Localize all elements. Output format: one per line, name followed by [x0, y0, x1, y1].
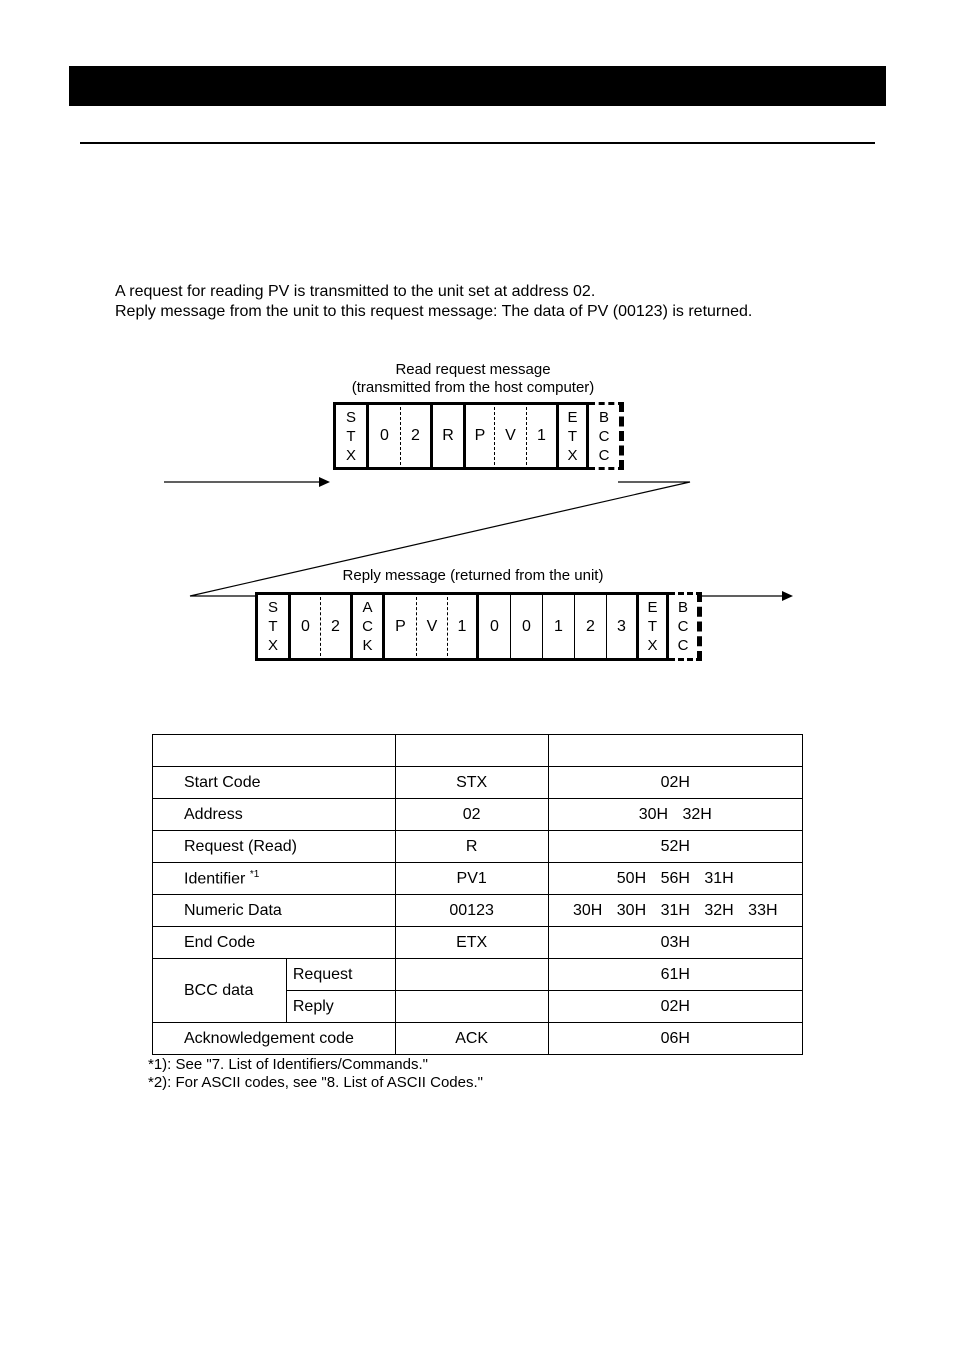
request-address-digit-2: 2 — [411, 427, 420, 444]
reply-address-digit-1: 0 — [301, 617, 310, 635]
table-row: Address 02 30H 32H — [153, 799, 803, 831]
reply-address-digit-2: 2 — [331, 617, 340, 635]
request-identifier-char-1: P — [474, 427, 486, 444]
intro-line-1: A request for reading PV is transmitted to the unit set at address 02. — [115, 283, 596, 300]
intro-line-2: Reply message from the unit to this request message: The data of PV (00123) is returned. — [115, 303, 753, 320]
request-bcc: B C C — [598, 408, 610, 464]
reply-caption: Reply message (returned from the unit) — [342, 567, 604, 584]
reply-etx: E T X — [647, 599, 658, 654]
reply-identifier-char-1: P — [395, 617, 406, 635]
request-caption-2: (transmitted from the host computer) — [351, 379, 595, 396]
footnote-marker: *1 — [249, 868, 260, 880]
code-table — [152, 734, 803, 1055]
request-caption-1: Read request message — [395, 361, 551, 378]
reply-data-digit-1: 0 — [490, 617, 499, 635]
reply-data-digit-4: 2 — [586, 617, 595, 635]
reply-identifier-char-2: V — [426, 617, 438, 635]
request-address-digit-1: 0 — [380, 427, 389, 444]
request-arrow-icon — [319, 477, 330, 487]
reply-data-digit-3: 1 — [554, 617, 563, 635]
reply-bcc: B C C — [677, 599, 689, 654]
reply-data-digit-2: 0 — [522, 617, 531, 635]
reply-stx: S T X — [267, 599, 278, 654]
footnote-1: *1): See "7. List of Identifiers/Commands." — [148, 1056, 428, 1073]
table-row: Start Code STX 02H — [153, 767, 803, 799]
bcc-label: BCC data — [153, 959, 287, 1023]
table-row: Acknowledgement code ACK 06H — [153, 1023, 803, 1055]
table-row: Identifier $^{*1}$ PV1 50H 56H 31H — [153, 863, 803, 895]
request-identifier-char-2: V — [505, 427, 516, 444]
reply-identifier-char-3: 1 — [457, 617, 467, 635]
table-row: Numeric Data 00123 30H 30H 31H 32H 33H — [153, 895, 803, 927]
reply-ack: A C K — [362, 599, 373, 654]
footnote-2: *2): For ASCII codes, see "8. List of ASCII Codes." — [148, 1074, 483, 1091]
table-row-bcc-reply: Reply 02H — [153, 991, 803, 1023]
table-row: End Code ETX 03H — [153, 927, 803, 959]
request-etx: E T X — [567, 408, 578, 464]
request-stx: S T X — [345, 408, 356, 464]
table-row: Request (Read) R 52H — [153, 831, 803, 863]
table-header-row — [153, 735, 803, 767]
table-row-bcc-request: BCC data Request 61H — [153, 959, 803, 991]
request-identifier-char-3: 1 — [537, 427, 546, 444]
request-read-command: R — [442, 427, 454, 444]
reply-arrow-icon — [782, 591, 793, 601]
reply-data-digit-5: 3 — [617, 617, 626, 635]
